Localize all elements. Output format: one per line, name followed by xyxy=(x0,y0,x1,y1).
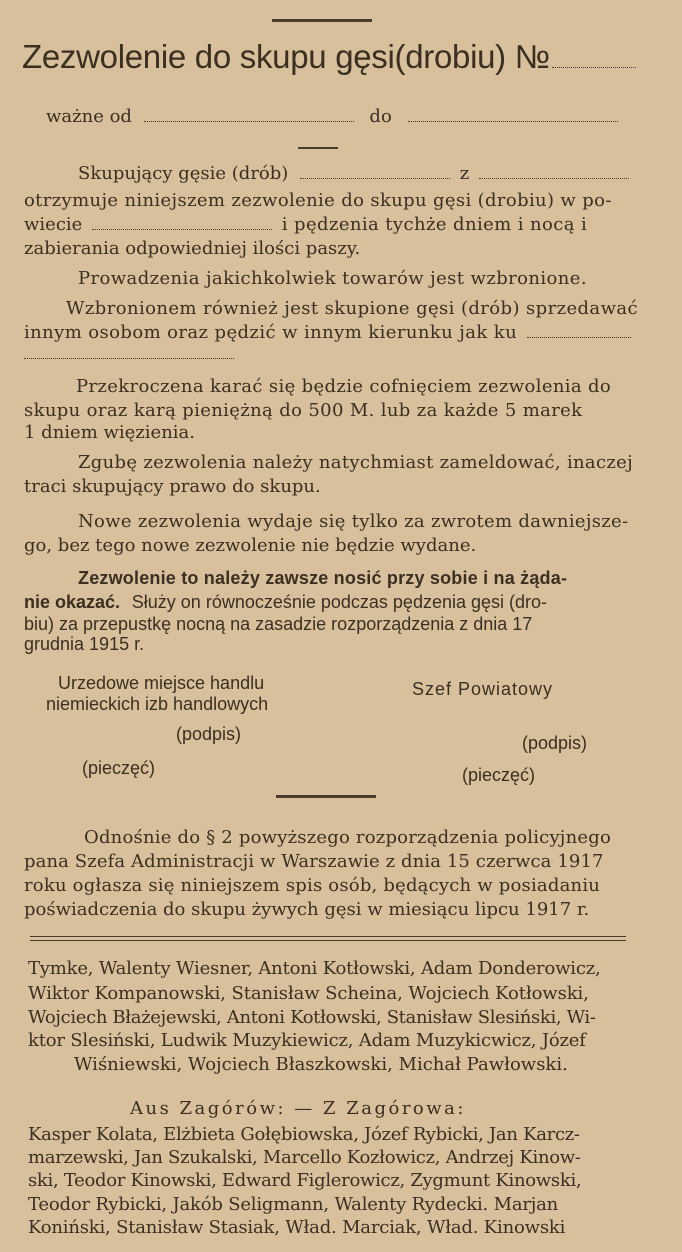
p7-line-2 xyxy=(24,592,547,613)
section-rule-1 xyxy=(298,147,338,149)
valid-to-blank xyxy=(408,107,618,122)
names2-line-5: Koniński, Stanisław Stasiak, Wład. Marciak, Wład. Kinowski xyxy=(28,1217,566,1238)
buyer-name-blank xyxy=(300,164,450,179)
direction-blank xyxy=(527,323,631,338)
p3-line-2 xyxy=(24,322,631,343)
district-blank xyxy=(92,215,272,230)
permit-number-blank xyxy=(552,45,636,68)
left-seal: (pieczęć) xyxy=(82,758,156,778)
names1-line-2: Wiktor Kompanowski, Stanisław Scheina, Wojciech Kotłowski, xyxy=(28,983,589,1004)
permit-title-text: Zezwolenie do skupu gęsi(drobiu) № xyxy=(22,38,550,75)
p5-line-2: traci skupujący prawo do skupu. xyxy=(24,476,321,497)
names1-line-3: Wojciech Błażejewski, Antoni Kotłowski, Stanisław Slesiński, Wi- xyxy=(28,1007,596,1028)
validity-line xyxy=(46,106,618,127)
p7-line-3: biu) za przepustkę nocną na zasadzie rozporządzenia z dnia 17 xyxy=(24,614,533,634)
double-rule-top xyxy=(30,936,626,937)
names2-line-4: Teodor Rybicki, Jakób Seligmann, Walenty Rydecki. Marjan xyxy=(28,1194,559,1215)
p1-text-1: Skupujący gęsie (drób) xyxy=(78,163,289,184)
right-seal: (pieczęć) xyxy=(462,765,536,785)
buyer-origin-blank xyxy=(479,164,629,179)
notice-line-3: roku ogłasza się niniejszem spis osób, będących w posiadaniu xyxy=(24,875,601,896)
notice-line-1: Odnośnie do § 2 powyższego rozporządzenia policyjnego xyxy=(84,827,611,848)
top-rule xyxy=(272,19,372,22)
p3-text: innym osobom oraz pędzić w innym kierunku jak ku xyxy=(24,322,518,343)
permit-title xyxy=(22,38,636,76)
p1-line-4: zabierania odpowiedniej ilości paszy. xyxy=(24,238,361,259)
p2-line: Prowadzenia jakichkolwiek towarów jest wzbronione. xyxy=(78,268,587,289)
valid-to-label: do xyxy=(369,106,392,127)
left-office-line-1: Urzedowe miejsce handlu xyxy=(58,673,265,693)
p7-line-1: Zezwolenie to należy zawsze nosić przy sobie i na żąda- xyxy=(78,568,568,588)
p4-line-2: skupu oraz karą pieniężną do 500 M. lub za każde 5 marek xyxy=(24,400,583,421)
names1-line-1: Tymke, Walenty Wiesner, Antoni Kotłowski, Adam Donderowicz, xyxy=(28,958,601,979)
valid-from-blank xyxy=(144,107,354,122)
direction-blank-2 xyxy=(24,344,234,359)
notice-line-4: poświadczenia do skupu żywych gęsi w miesiącu lipcu 1917 r. xyxy=(24,899,590,920)
names1-line-5: Wiśniewski, Wojciech Błaszkowski, Michał Pawłowski. xyxy=(74,1054,568,1075)
names2-line-1: Kasper Kolata, Elżbieta Gołębiowska, Józef Rybicki, Jan Karcz- xyxy=(28,1124,580,1145)
p1-text-3: wiecie xyxy=(24,214,83,235)
section-rule-2 xyxy=(276,795,376,798)
names1-line-4: ktor Slesiński, Ludwik Muzykiewicz, Adam Muzykicwicz, Józef xyxy=(28,1030,586,1051)
valid-from-label: ważne od xyxy=(46,106,132,127)
names2-line-2: marzewski, Jan Szukalski, Marcello Kozłowicz, Andrzej Kinow- xyxy=(28,1147,581,1168)
left-office-line-2: niemieckich izb handlowych xyxy=(46,694,269,714)
p7-text-2: Służy on równocześnie podczas pędzenia gęsi (dro- xyxy=(131,592,548,612)
p1-line-1 xyxy=(78,163,629,184)
double-rule-bottom xyxy=(30,940,626,941)
notice-line-2: pana Szefa Administracji w Warszawie z dnia 15 czerwca 1917 xyxy=(24,851,604,872)
p4-line-3: 1 dniem więzienia. xyxy=(24,422,195,443)
p5-line-1: Zgubę zezwolenia należy natychmiast zameldować, inaczej xyxy=(78,452,633,473)
p1-text-2: z xyxy=(459,163,470,184)
p7-line-4: grudnia 1915 r. xyxy=(24,634,145,654)
p1-line-3 xyxy=(24,214,587,235)
p6-line-2: go, bez tego nowe zezwolenie nie będzie wydane. xyxy=(24,535,477,556)
names2-line-3: ski, Teodor Kinowski, Edward Figlerowicz, Zygmunt Kinowski, xyxy=(28,1170,582,1191)
p1-line-2: otrzymuje niniejszem zezwolenie do skupu gęsi (drobiu) w po- xyxy=(24,190,612,211)
p7-text-bold: nie okazać. xyxy=(24,592,121,612)
right-office: Szef Powiatowy xyxy=(412,679,554,699)
p4-line-1: Przekroczena karać się będzie cofnięciem zezwolenia do xyxy=(76,376,612,397)
p6-line-1: Nowe zezwolenia wydaje się tylko za zwrotem dawniejsze- xyxy=(78,511,629,532)
p1-text-4: i pędzenia tychże dniem i nocą i xyxy=(281,214,588,235)
right-signature: (podpis) xyxy=(522,733,588,753)
left-signature: (podpis) xyxy=(176,724,242,744)
names-heading: Aus Zagórów: — Z Zagórowa: xyxy=(130,1098,466,1119)
p3-line-1: Wzbronionem również jest skupione gęsi (drób) sprzedawać xyxy=(66,298,638,319)
